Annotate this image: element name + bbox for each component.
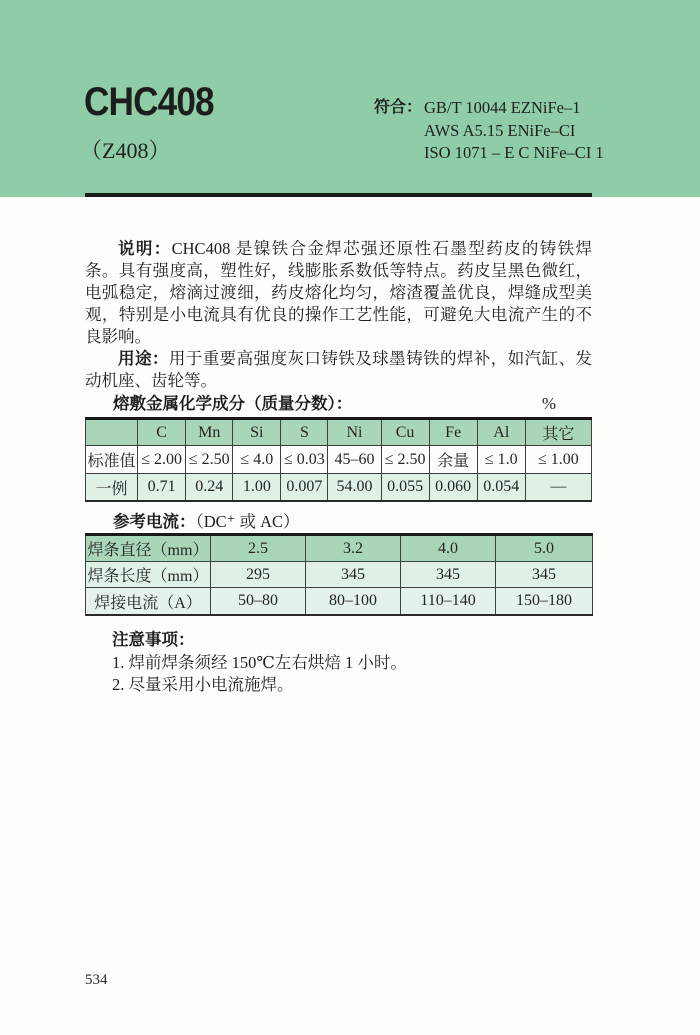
col-Si: Si bbox=[233, 419, 281, 446]
standard-gbt: GB/T 10044 EZNiFe–1 bbox=[424, 98, 581, 117]
header-divider-rule bbox=[85, 193, 592, 197]
col-Cu: Cu bbox=[381, 419, 429, 446]
std-Al: ≤ 1.0 bbox=[477, 446, 525, 474]
current-row bbox=[86, 588, 593, 616]
std-other: ≤ 1.00 bbox=[525, 446, 591, 474]
row-label: 焊接电流（A） bbox=[86, 588, 211, 616]
row-label: 标准值 bbox=[86, 446, 138, 474]
std-S: ≤ 0.03 bbox=[281, 446, 328, 474]
ex-C: 0.71 bbox=[138, 474, 186, 502]
product-model: CHC408 bbox=[84, 80, 214, 124]
current-title-row bbox=[85, 508, 300, 532]
current-2: 80–100 bbox=[306, 588, 401, 616]
std-Ni: 45–60 bbox=[328, 446, 381, 474]
composition-title: 熔敷金属化学成分（质量分数）： bbox=[113, 395, 353, 413]
std-Cu: ≤ 2.50 bbox=[381, 446, 429, 474]
col-Mn: Mn bbox=[186, 419, 233, 446]
col-other: 其它 bbox=[525, 419, 591, 446]
page-number: 534 bbox=[85, 972, 108, 988]
diameter-4: 5.0 bbox=[496, 535, 593, 562]
length-4: 345 bbox=[496, 562, 593, 588]
composition-header-row bbox=[86, 419, 592, 446]
ex-Mn: 0.24 bbox=[186, 474, 233, 502]
col-S: S bbox=[281, 419, 328, 446]
standard-iso: ISO 1071 – E C NiFe–CI 1 bbox=[424, 143, 604, 162]
current-title-suffix: （DC⁺ 或 AC） bbox=[195, 512, 300, 531]
composition-unit: % bbox=[541, 394, 556, 413]
current-1: 50–80 bbox=[211, 588, 306, 616]
standards-block bbox=[374, 97, 604, 165]
composition-table bbox=[85, 417, 592, 502]
length-3: 345 bbox=[401, 562, 496, 588]
corner-cell bbox=[86, 419, 138, 446]
notes-section bbox=[112, 629, 407, 697]
std-Si: ≤ 4.0 bbox=[233, 446, 281, 474]
header-band bbox=[0, 0, 700, 197]
diameter-2: 3.2 bbox=[306, 535, 401, 562]
ex-S: 0.007 bbox=[281, 474, 328, 502]
row-label: 焊条长度（mm） bbox=[86, 562, 211, 588]
row-label: 焊条直径（mm） bbox=[86, 535, 211, 562]
description-paragraph bbox=[85, 238, 592, 348]
note-item-2: 2. 尽量采用小电流施焊。 bbox=[112, 675, 294, 694]
col-Fe: Fe bbox=[429, 419, 477, 446]
current-3: 110–140 bbox=[401, 588, 496, 616]
diameter-1: 2.5 bbox=[211, 535, 306, 562]
diameter-row bbox=[86, 535, 593, 562]
example-values-row bbox=[86, 474, 592, 502]
std-Fe: 余量 bbox=[429, 446, 477, 474]
description-label: 说明： bbox=[118, 240, 172, 258]
usage-label: 用途： bbox=[118, 350, 169, 368]
standard-aws: AWS A5.15 ENiFe–CI bbox=[424, 120, 576, 140]
col-Al: Al bbox=[477, 419, 525, 446]
ex-Fe: 0.060 bbox=[429, 474, 477, 502]
col-C: C bbox=[138, 419, 186, 446]
diameter-3: 4.0 bbox=[401, 535, 496, 562]
note-item-1: 1. 焊前焊条须经 150℃左右烘焙 1 小时。 bbox=[112, 652, 407, 672]
length-1: 295 bbox=[211, 562, 306, 588]
ex-Ni: 54.00 bbox=[328, 474, 381, 502]
ex-Cu: 0.055 bbox=[381, 474, 429, 502]
current-title: 参考电流： bbox=[113, 513, 196, 531]
ex-Al: 0.054 bbox=[477, 474, 525, 502]
ex-Si: 1.00 bbox=[233, 474, 281, 502]
standard-values-row bbox=[86, 446, 592, 474]
length-row bbox=[86, 562, 593, 588]
notes-title: 注意事项： bbox=[112, 631, 195, 649]
usage-text: 用于重要高强度灰口铸铁及球墨铸铁的焊补，如汽缸、发动机座、齿轮等。 bbox=[85, 349, 593, 390]
product-alias: （Z408） bbox=[80, 138, 171, 163]
description-text: CHC408 是镍铁合金焊芯强还原性石墨型药皮的铸铁焊条。具有强度高，塑性好，线膨胀系数低等特点。药皮呈黑色微红，电弧稳定，熔滴过渡细，药皮熔化均匀，熔渣覆盖优良，焊缝成型美观，特别是小电流具有优良的操作工艺性能，可避免大电流产生的不良影响。 bbox=[85, 239, 592, 346]
usage-paragraph bbox=[85, 348, 592, 392]
std-C: ≤ 2.00 bbox=[138, 446, 186, 474]
body-text bbox=[85, 238, 592, 392]
std-Mn: ≤ 2.50 bbox=[186, 446, 233, 474]
composition-title-row bbox=[85, 390, 592, 414]
ex-other: — bbox=[525, 474, 591, 502]
row-label: 一例 bbox=[86, 474, 138, 502]
col-Ni: Ni bbox=[328, 419, 381, 446]
conform-label: 符合： bbox=[374, 99, 423, 116]
current-table bbox=[85, 533, 593, 616]
length-2: 345 bbox=[306, 562, 401, 588]
standards-list bbox=[424, 97, 604, 165]
current-4: 150–180 bbox=[496, 588, 593, 616]
